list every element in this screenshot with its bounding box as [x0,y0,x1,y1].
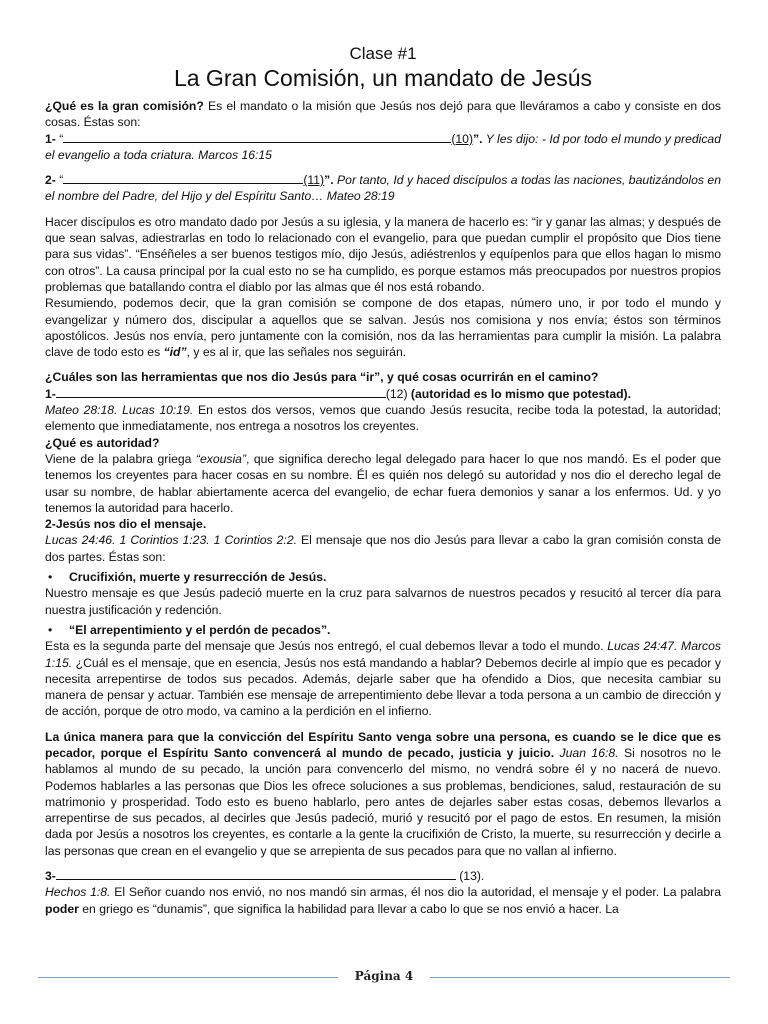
message-parts-list [45,569,721,585]
tool-2-refs: Lucas 24:46. 1 Corintios 1:23. 1 Corintios 2:2. [45,533,297,548]
bullet-1-paragraph: Nuestro mensaje es que Jesús padeció muerte en la cruz para salvarnos de nuestros pecados y resucitó al tercer día para nuestra justificación y redención. [45,586,721,617]
item-1-number: 1- [45,131,60,146]
item-1 [45,131,721,164]
bullet-2-refs: Lucas 24:47. Marcos 1:15. [45,639,721,670]
item-1-blank[interactable] [63,131,451,143]
item-3 [45,868,721,884]
paragraph-disciples: Hacer discípulos es otro mandato dado por Jesús a su iglesia, y la manera de hacerlo es: “ir y ganar las almas; y después de que sean salvas, adiestrarlas en todo lo relacionado con el evangelio, para que puedan cumplir el propósito que Dios tiene para sus vidas”. “Enséñeles a ser buenos testigos mío, dijo Jesús, adiéstrenlos y equípenlos para que ellos hagan lo mismo con otros”. La causa principal por la cual esto no se ha cumplido, es porque estamos más preocupados por nuestros propios problemas que batallando contra el diablo por las almas que él nos está robando. [45,214,721,294]
intro-question: ¿Qué es la gran comisión? [45,99,204,113]
authority-question [45,435,721,451]
page-title: La Gran Comisión, un mandato de Jesús [173,65,593,91]
authority-word: “exousia” [195,451,247,466]
item-1-ref: (10) [451,131,474,146]
bullet-2-title: “El arrepentimiento y el perdón de pecados”. [69,622,331,637]
bullet-2-text: ¿Cuál es el mensaje, que en esencia, Jesús nos está mandando a hablar? Debemos decirle al impío que es pecador y necesita arrepentirse de todos sus pecados. Además, dejarle saber que ha ofendido a Dios, que necesita cambiar su manera de pensar y actuar. También ese mensaje de arrepentimiento debe llevar a toda persona a un cambio de dirección y de acción, porque de otro modo, va camino a la perdición en el infierno. [45,655,721,719]
tools-question-text: ¿Cuáles son las herramientas que nos dio Jesús para “ir”, y qué cosas ocurrirán en el camino? [45,370,599,385]
authority-paragraph [45,451,721,516]
tool-1-number: 1- [45,386,56,401]
item-3-ref: (13). [455,869,485,884]
item-3-paragraph [45,884,721,917]
bullet-1-title: Crucifixión, muerte y resurrección de Jesús. [69,570,327,585]
authority-question-text: ¿Qué es autoridad? [45,435,160,450]
tool-1-paragraph [45,402,721,435]
item-3-refs: Hechos 1:8. [45,885,111,900]
bullet-2-paragraph [45,638,721,719]
conviction-ref: Juan 16:8. [554,745,619,760]
paragraph-summary [45,295,721,360]
tool-1-blank[interactable] [56,386,386,398]
bullet-icon: • [48,622,53,637]
item-2-open-quote: “ [59,173,64,188]
item-3-word: poder [45,901,79,916]
item-1-open-quote: “ [59,131,64,146]
item-2-blank[interactable] [63,172,303,184]
item-3-text-1: El Señor cuando nos envió, no nos mandó sin armas, él nos dio la autoridad, el mensaje y el poder. La palabra [110,885,721,900]
intro-paragraph [45,98,721,131]
item-1-close: ”. [473,131,483,146]
footer-rule-right [430,977,730,978]
tool-2-title [45,516,721,532]
class-label: Clase #1 [349,44,417,63]
tools-question [45,369,721,385]
tool-1 [45,386,721,402]
item-2-verse: Por tanto, Id y haced discípulos a todas las naciones, bautizándolos en el nombre del Padre, del Hijo y del Espíritu Santo… Mateo 28:19 [45,173,721,204]
item-3-blank[interactable] [56,868,456,880]
summary-keyword: “id” [163,345,187,360]
tool-1-refs: Mateo 28:18. Lucas 10:19. [45,403,194,418]
summary-after: , y es al ir, que las señales nos seguirán. [186,345,407,360]
bullet-icon: • [48,570,53,585]
item-2 [45,172,721,205]
bullet-2-pre: Esta es la segunda parte del mensaje que Jesús nos entregó, el cual debemos llevar a todo el mundo. [45,639,608,654]
item-2-close: ”. [324,173,334,188]
page-number: Página 4 [354,969,414,983]
conviction-bold: La única manera para que la convicción del Espíritu Santo venga sobre una persona, es cuando se le dice que es pecador, porque el Espíritu Santo convencerá al mundo de pecado, justicia y juicio. [45,729,721,760]
message-parts-list-2 [45,622,721,638]
list-item [45,622,721,638]
intro-text: Es el mandato o la misión que Jesús nos dejó para que lleváramos a cabo y consiste en dos cosas. Éstas son: [45,99,722,130]
item-2-ref: (11) [303,173,325,188]
conviction-text: Si nosotros no le hablamos al mundo de su pecado, la unción para convencerlo del mismo, no vendrá sobre él y no nacerá de nuevo. Podemos hablarles a las personas que Dios les ofrece soluciones a sus problemas, bendiciones, salud, restauración de su matrimonio y prosperidad. Todo esto es bueno hablarlo, pero antes de dejarles saber estas cosas, debemos llevarlos a arrepentirse de sus pecados, al decirles que Jesús padeció, murió y resucitó por el pago de estos. En resumen, la misión dada por Jesús a nosotros los creyentes, es contarle a la gente la crucifixión de Cristo, la muerte, su resurrección y decirle a las personas que crean en el evangelio y que se arrepienta de sus pecados para que no vallan al infierno. [45,745,721,858]
item-3-text-2: en griego es “dunamis”, que significa la habilidad para llevar a cabo lo que se nos envió a hacer. La [78,901,619,916]
authority-text: , que significa derecho legal delegado para hacer lo que nos mandó. Es el poder que tenemos los creyentes para hacer cosas en su nombre. Él es quién nos delegó su autoridad y nos dio el derecho legal de usar su nombre, de hablar abiertamente acerca del evangelio, de echar fuera demonios y sanar a los enfermos. Ud. y yo tenemos la autoridad para hacerlo. [45,451,721,515]
tool-1-ref: (12) [385,386,408,401]
document-page [45,44,721,917]
authority-pre: Viene de la palabra griega [45,451,196,466]
tool-2-paragraph [45,532,721,565]
tool-1-note: (autoridad es lo mismo que potestad). [407,386,631,401]
item-1-verse: Y les dijo: - Id por todo el mundo y predicad el evangelio a toda criatura. Marcos 16:15 [45,131,721,162]
tool-1-text: En estos dos versos, vemos que cuando Jesús resucita, recibe toda la potestad, la autoridad; elemento que inmediatamente, nos entrega a nosotros los creyentes. [45,403,721,434]
tool-2-text: El mensaje que nos dio Jesús para llevar a cabo la gran comisión consta de dos partes. Éstas son: [45,533,721,564]
list-item [45,569,721,585]
summary-text: Resumiendo, podemos decir, que la gran comisión se compone de dos etapas, número uno, ir por todo el mundo y evangelizar y número dos, discipular a aquellos que se salvan. Jesús nos comisiona y nos envía; éstos son términos apostólicos. Jesús nos envía, pero juntamente con la comisión, nos da las herramientas para cumplir la misión. La palabra clave de todo esto es [45,296,721,360]
page-footer [38,968,730,988]
item-3-number: 3- [45,869,56,884]
conviction-paragraph [45,729,721,859]
tool-2-title-text: 2-Jesús nos dio el mensaje. [45,517,207,532]
item-2-number: 2- [45,173,60,188]
